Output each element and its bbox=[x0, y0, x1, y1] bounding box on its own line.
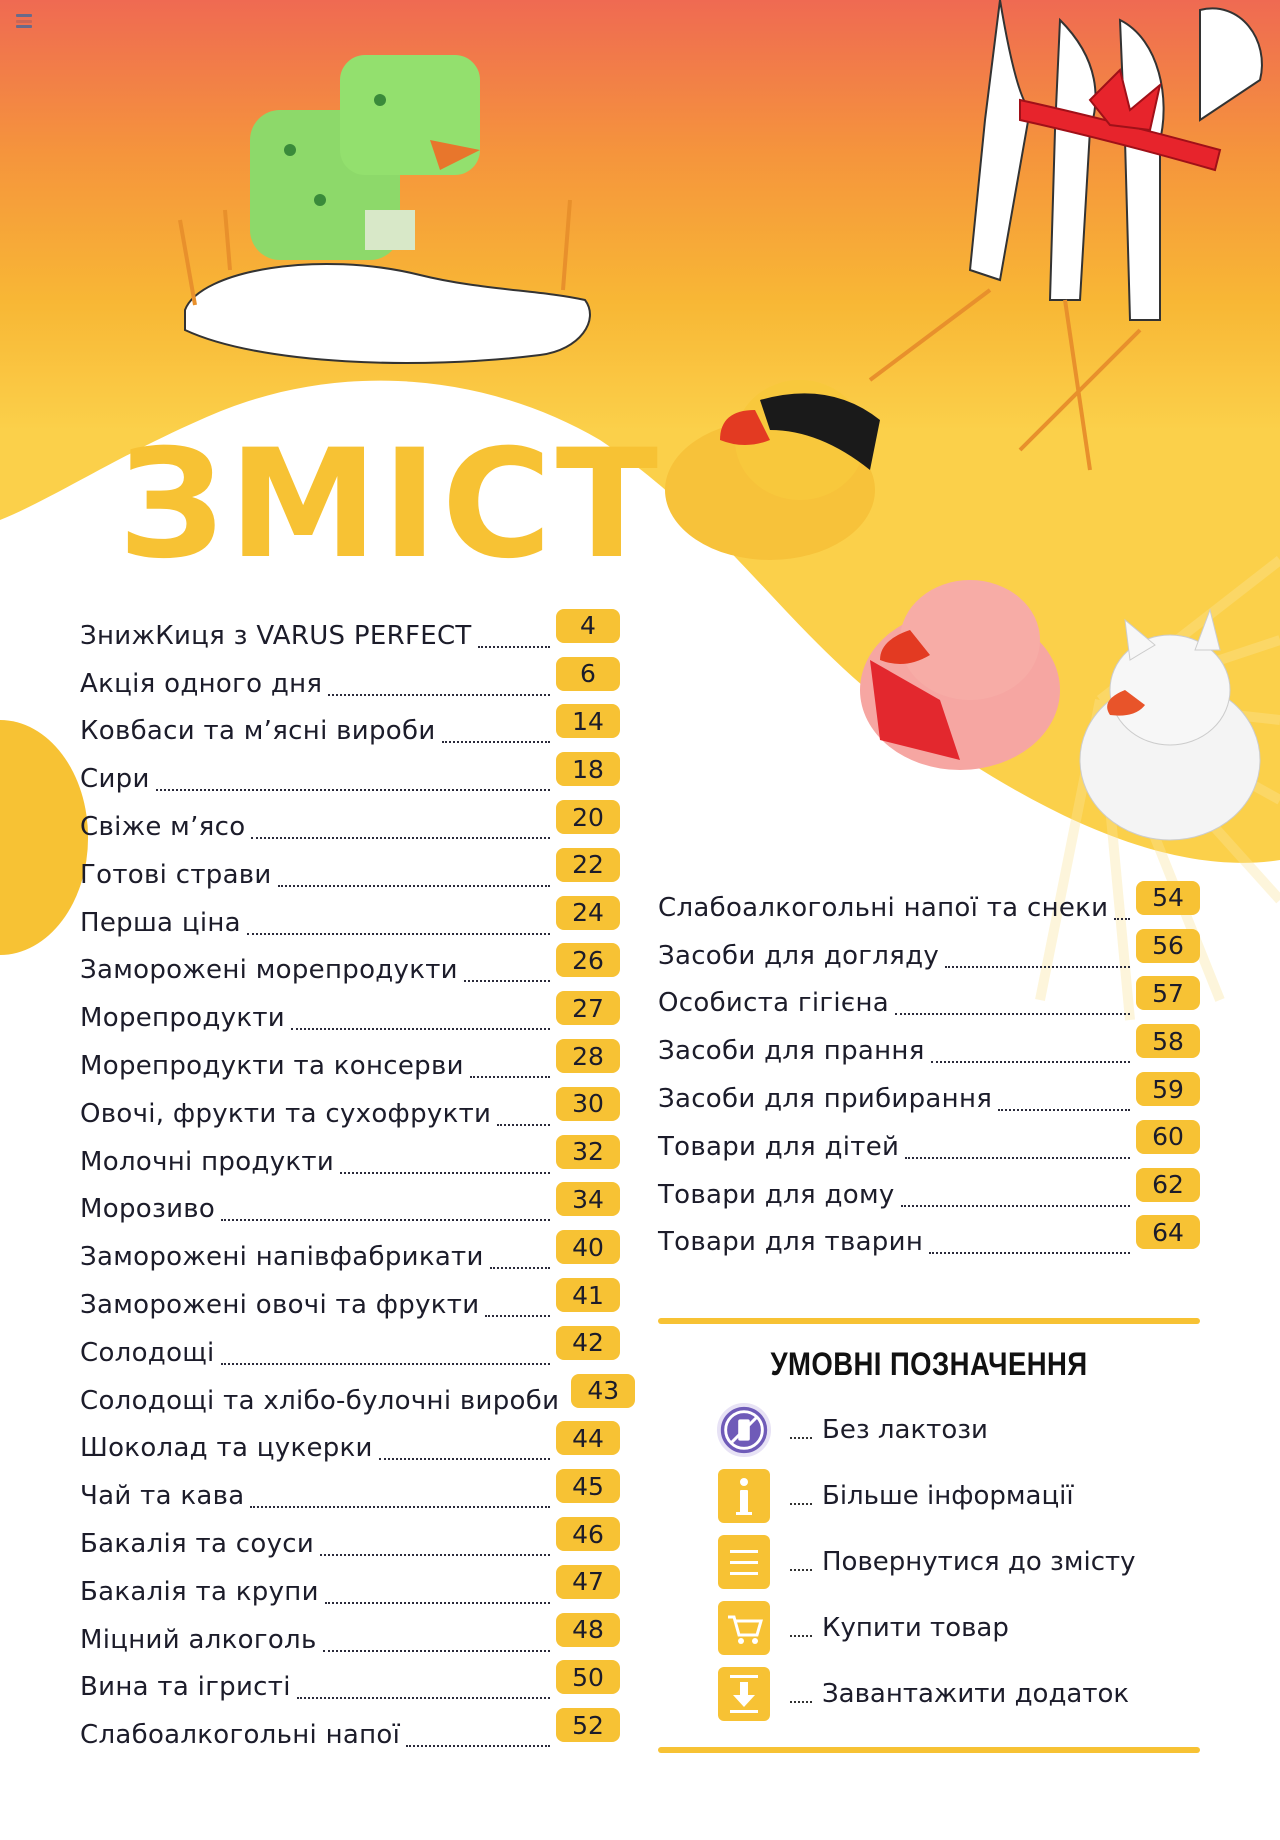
legend-divider-bottom bbox=[658, 1747, 1200, 1753]
toc-entry-label: Свіже м’ясо bbox=[80, 812, 246, 843]
toc-page-badge: 24 bbox=[556, 896, 620, 930]
toc-leader-dots bbox=[325, 1602, 550, 1604]
toc-page-badge: 41 bbox=[556, 1278, 620, 1312]
toc-entry[interactable] bbox=[80, 1425, 620, 1473]
toc-page-badge: 57 bbox=[1136, 976, 1200, 1010]
toc-page-badge: 6 bbox=[556, 657, 620, 691]
toc-page-badge: 50 bbox=[556, 1660, 620, 1694]
toc-entry-label: Заморожені морепродукти bbox=[80, 955, 458, 986]
toc-leader-dots bbox=[478, 646, 550, 648]
toc-entry[interactable] bbox=[80, 947, 620, 995]
toc-page-badge: 4 bbox=[556, 609, 620, 643]
legend-label: Купити товар bbox=[822, 1613, 1009, 1643]
legend-item bbox=[658, 1463, 1200, 1529]
toc-entry[interactable] bbox=[658, 1123, 1200, 1171]
toc-entry-label: Товари для дому bbox=[658, 1179, 895, 1210]
toc-page-badge: 54 bbox=[1136, 881, 1200, 915]
toc-entry-label: Засоби для догляду bbox=[658, 940, 940, 971]
toc-leader-dots bbox=[278, 885, 550, 887]
toc-page-badge: 34 bbox=[556, 1182, 620, 1216]
legend-label: Завантажити додаток bbox=[822, 1679, 1130, 1709]
toc-entry-label: Бакалія та крупи bbox=[80, 1576, 319, 1607]
toc-entry-label: Засоби для прання bbox=[658, 1036, 925, 1067]
download-icon bbox=[716, 1666, 772, 1722]
toc-page-badge: 42 bbox=[556, 1326, 620, 1360]
toc-page-badge: 40 bbox=[556, 1230, 620, 1264]
toc-entry[interactable] bbox=[80, 708, 620, 756]
toc-leader-dots bbox=[464, 980, 550, 982]
lactose-free-icon bbox=[716, 1402, 772, 1458]
toc-page-badge: 56 bbox=[1136, 929, 1200, 963]
toc-entry[interactable] bbox=[80, 612, 620, 660]
toc-entry[interactable] bbox=[80, 1281, 620, 1329]
toc-page-badge: 45 bbox=[556, 1469, 620, 1503]
legend-panel bbox=[658, 1318, 1200, 1753]
toc-leader-dots bbox=[320, 1554, 550, 1556]
toc-page-badge: 58 bbox=[1136, 1024, 1200, 1058]
toc-leader-dots bbox=[998, 1109, 1130, 1111]
toc-entry[interactable] bbox=[658, 932, 1200, 980]
toc-entry-label: Чай та кава bbox=[80, 1481, 245, 1512]
toc-entry-label: Солодощі та хлібо-булочні вироби bbox=[80, 1385, 560, 1416]
toc-leader-dots bbox=[297, 1697, 550, 1699]
toc-entry-label: Міцний алкоголь bbox=[80, 1624, 317, 1655]
toc-leader-dots bbox=[442, 741, 550, 743]
toc-page-badge: 46 bbox=[556, 1517, 620, 1551]
legend-label: Повернутися до змісту bbox=[822, 1547, 1136, 1577]
toc-page-badge: 48 bbox=[556, 1613, 620, 1647]
toc-page-badge: 30 bbox=[556, 1087, 620, 1121]
toc-entry[interactable] bbox=[80, 803, 620, 851]
toc-page-badge: 22 bbox=[556, 848, 620, 882]
toc-page-badge: 60 bbox=[1136, 1120, 1200, 1154]
legend-item bbox=[658, 1529, 1200, 1595]
toc-page-badge: 18 bbox=[556, 752, 620, 786]
toc-leader-dots bbox=[931, 1061, 1130, 1063]
toc-leader-dots bbox=[895, 1013, 1130, 1015]
toc-entry[interactable] bbox=[80, 1329, 620, 1377]
toc-entry-label: Заморожені напівфабрикати bbox=[80, 1242, 484, 1273]
toc-entry-label: Морепродукти та консерви bbox=[80, 1051, 464, 1082]
toc-entry[interactable] bbox=[80, 755, 620, 803]
toc-entry-label: Бакалія та соуси bbox=[80, 1529, 315, 1560]
toc-leader-dots bbox=[406, 1745, 550, 1747]
toc-page-badge: 52 bbox=[556, 1708, 620, 1742]
toc-entry-label: Ковбаси та м’ясні вироби bbox=[80, 716, 436, 747]
page-title: ЗМІСТ bbox=[118, 418, 663, 592]
toc-entry-label: Солодощі bbox=[80, 1337, 215, 1368]
list-icon bbox=[716, 1534, 772, 1590]
legend-label: Без лактози bbox=[822, 1415, 988, 1445]
toc-leader-dots bbox=[379, 1458, 550, 1460]
legend-leader-dots bbox=[790, 1569, 812, 1571]
toc-page-badge: 44 bbox=[556, 1421, 620, 1455]
legend-leader-dots bbox=[790, 1635, 812, 1637]
toc-leader-dots bbox=[485, 1315, 550, 1317]
toc-entry[interactable] bbox=[80, 851, 620, 899]
toc-entry[interactable] bbox=[80, 1616, 620, 1664]
toc-leader-dots bbox=[901, 1205, 1130, 1207]
toc-leader-dots bbox=[490, 1267, 550, 1269]
toc-entry-label: Слабоалкогольні напої та снеки bbox=[658, 892, 1109, 923]
toc-entry[interactable] bbox=[658, 884, 1200, 932]
toc-entry-label: Товари для тварин bbox=[658, 1227, 924, 1258]
cart-icon bbox=[716, 1600, 772, 1656]
toc-leader-dots bbox=[340, 1172, 550, 1174]
toc-entry-label: Морозиво bbox=[80, 1194, 216, 1225]
legend-leader-dots bbox=[790, 1701, 812, 1703]
toc-entry-label: Товари для дітей bbox=[658, 1131, 900, 1162]
toc-leader-dots bbox=[328, 694, 550, 696]
toc-entry-label: Сири bbox=[80, 764, 150, 795]
toc-entry-label: Шоколад та цукерки bbox=[80, 1433, 373, 1464]
toc-entry-label: ЗнижКиця з VARUS PERFECT bbox=[80, 620, 472, 651]
toc-page-badge: 64 bbox=[1136, 1215, 1200, 1249]
toc-page-badge: 62 bbox=[1136, 1168, 1200, 1202]
toc-entry-label: Морепродукти bbox=[80, 1003, 285, 1034]
toc-leader-dots bbox=[247, 933, 550, 935]
toc-entry[interactable] bbox=[80, 899, 620, 947]
toc-entry[interactable] bbox=[80, 1233, 620, 1281]
legend-item bbox=[658, 1661, 1200, 1727]
toc-page-badge: 47 bbox=[556, 1565, 620, 1599]
toc-entry[interactable] bbox=[80, 1711, 620, 1759]
toc-entry[interactable] bbox=[658, 1027, 1200, 1075]
toc-page-badge: 26 bbox=[556, 943, 620, 977]
legend-item bbox=[658, 1397, 1200, 1463]
toc-entry-label: Особиста гігієна bbox=[658, 988, 890, 1019]
toc-entry[interactable] bbox=[658, 1171, 1200, 1219]
legend-leader-dots bbox=[790, 1437, 812, 1439]
legend-leader-dots bbox=[790, 1503, 812, 1505]
toc-page-badge: 32 bbox=[556, 1135, 620, 1169]
toc-page-badge: 28 bbox=[556, 1039, 620, 1073]
legend-item bbox=[658, 1595, 1200, 1661]
toc-leader-dots bbox=[929, 1252, 1130, 1254]
toc-page-badge: 14 bbox=[556, 704, 620, 738]
toc-leader-dots bbox=[1114, 918, 1130, 920]
toc-entry[interactable] bbox=[658, 980, 1200, 1028]
toc-leader-dots bbox=[221, 1219, 550, 1221]
info-icon bbox=[716, 1468, 772, 1524]
toc-leader-dots bbox=[251, 837, 550, 839]
toc-leader-dots bbox=[905, 1157, 1130, 1159]
legend-title: УМОВНІ ПОЗНАЧЕННЯ bbox=[770, 1346, 1088, 1382]
toc-leader-dots bbox=[470, 1076, 550, 1078]
hamburger-menu-icon[interactable] bbox=[16, 14, 32, 28]
toc-leader-dots bbox=[497, 1124, 550, 1126]
toc-entry[interactable] bbox=[80, 1042, 620, 1090]
toc-entry[interactable] bbox=[80, 1377, 620, 1425]
toc-page-badge: 59 bbox=[1136, 1072, 1200, 1106]
toc-left-column bbox=[80, 612, 620, 1759]
toc-leader-dots bbox=[221, 1363, 550, 1365]
toc-entry-label: Акція одного дня bbox=[80, 668, 323, 699]
toc-entry-label: Заморожені овочі та фрукти bbox=[80, 1290, 480, 1321]
toc-entry[interactable] bbox=[658, 1219, 1200, 1267]
toc-entry-label: Слабоалкогольні напої bbox=[80, 1720, 401, 1751]
toc-entry[interactable] bbox=[80, 1138, 620, 1186]
toc-entry[interactable] bbox=[80, 1568, 620, 1616]
toc-leader-dots bbox=[156, 789, 550, 791]
toc-entry-label: Готові страви bbox=[80, 859, 272, 890]
toc-right-column bbox=[658, 884, 1200, 1266]
toc-leader-dots bbox=[250, 1506, 550, 1508]
toc-page-badge: 20 bbox=[556, 800, 620, 834]
toc-page-badge: 27 bbox=[556, 991, 620, 1025]
toc-entry[interactable] bbox=[80, 1664, 620, 1712]
toc-entry[interactable] bbox=[80, 1520, 620, 1568]
toc-entry[interactable] bbox=[80, 1090, 620, 1138]
toc-entry[interactable] bbox=[80, 1186, 620, 1234]
toc-entry[interactable] bbox=[80, 1472, 620, 1520]
toc-page-badge: 43 bbox=[571, 1374, 635, 1408]
legend-label: Більше інформації bbox=[822, 1481, 1074, 1511]
toc-entry[interactable] bbox=[80, 994, 620, 1042]
toc-entry[interactable] bbox=[80, 660, 620, 708]
toc-entry[interactable] bbox=[658, 1075, 1200, 1123]
toc-leader-dots bbox=[291, 1028, 550, 1030]
toc-leader-dots bbox=[945, 966, 1130, 968]
toc-leader-dots bbox=[323, 1650, 550, 1652]
toc-entry-label: Засоби для прибирання bbox=[658, 1084, 993, 1115]
legend-divider-top bbox=[658, 1318, 1200, 1324]
toc-entry-label: Молочні продукти bbox=[80, 1146, 335, 1177]
toc-entry-label: Овочі, фрукти та сухофрукти bbox=[80, 1098, 492, 1129]
toc-entry-label: Перша ціна bbox=[80, 907, 241, 938]
toc-entry-label: Вина та ігристі bbox=[80, 1672, 291, 1703]
